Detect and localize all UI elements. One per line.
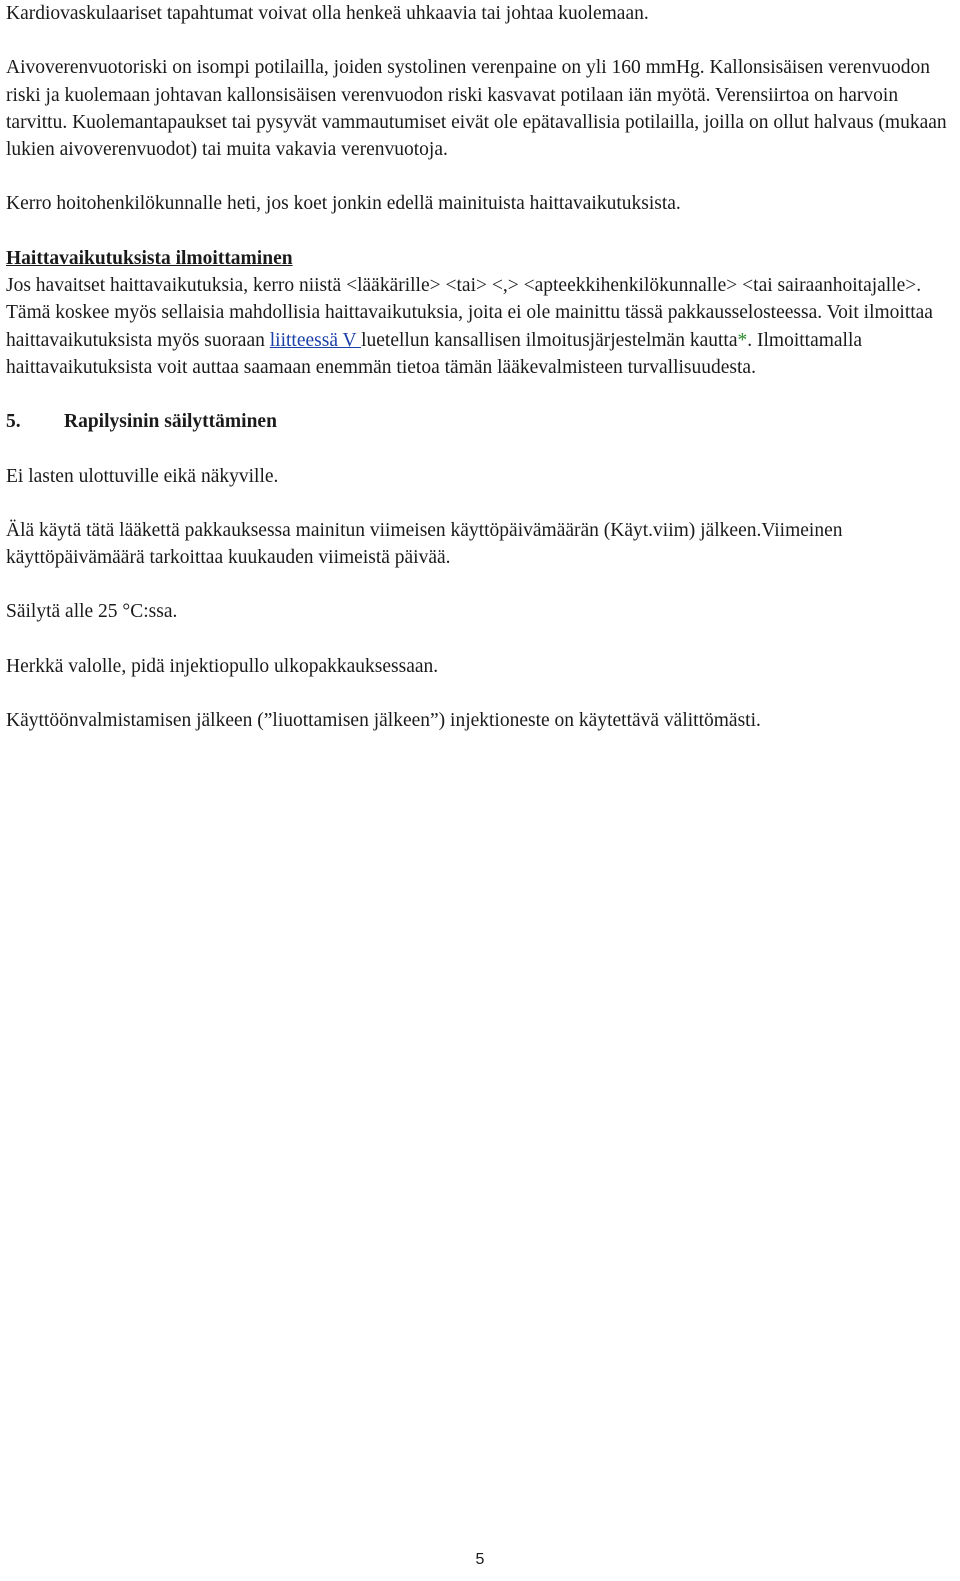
reporting-text-before-link: Jos havaitset haittavaikutuksia, kerro niistä <lääkärille> <tai> <,> <apteekkihenkilökunnalle> <tai sairaanhoitajalle>. Tämä koskee myös sellaisia mahdollisia haittavaikutuksia, joita ei ole mainittu tässä pakkausselosteessa. Voit ilmoittaa haittavaikutuksista myös suoraan xyxy=(6,275,933,351)
paragraph-tell-staff: Kerro hoitohenkilökunnalle heti, jos koet jonkin edellä mainituista haittavaikutuksista. xyxy=(6,193,681,215)
reporting-text-after-link: luetellun kansallisen ilmoitusjärjestelmän kautta xyxy=(361,329,738,351)
paragraph-bleeding-risk: Aivoverenvuotoriski on isompi potilailla, joiden systolinen verenpaine on yli 160 mmHg. Kallonsisäisen verenvuodon riski ja kuolemaan johtavan kallonsisäisen verenvuodon riski kasvavat potilaan iän myötä. Verensiirtoa on harvoin tarvittu. Kuolemantapaukset tai pysyvät vammautumiset eivät ole epätavallisia potilailla, joilla on ollut halvaus (mukaan lukien aivoverenvuodot) tai muita vakavia verenvuotoja. xyxy=(6,57,947,161)
reporting-asterisk: * xyxy=(737,329,748,351)
reporting-section xyxy=(6,245,956,381)
document-page xyxy=(6,0,956,734)
annex-v-link[interactable]: liitteessä V xyxy=(269,329,362,351)
reporting-paragraph xyxy=(6,272,956,381)
reporting-heading: Haittavaikutuksista ilmoittaminen xyxy=(6,247,293,269)
storage-item-after-reconstitution: Käyttöönvalmistamisen jälkeen (”liuottamisen jälkeen”) injektioneste on käytettävä välittömästi. xyxy=(6,710,761,732)
storage-item-children: Ei lasten ulottuville eikä näkyville. xyxy=(6,465,279,487)
section-5-heading xyxy=(6,408,956,435)
reporting-text-end: . Ilmoittamalla haittavaikutuksista voit auttaa saamaan enemmän tietoa tämän lääkevalmisteen turvallisuudesta. xyxy=(6,329,863,378)
section-number: 5. xyxy=(6,411,21,433)
section-title: Rapilysinin säilyttäminen xyxy=(64,411,277,433)
storage-item-temperature: Säilytä alle 25 °C:ssa. xyxy=(6,601,178,623)
storage-item-expiry: Älä käytä tätä lääkettä pakkauksessa mainitun viimeisen käyttöpäivämäärän (Käyt.viim) jälkeen.Viimeinen käyttöpäivämäärä tarkoittaa kuukauden viimeistä päivää. xyxy=(6,519,843,569)
page-number: 5 xyxy=(475,1551,485,1568)
storage-item-light: Herkkä valolle, pidä injektiopullo ulkopakkauksessaan. xyxy=(6,655,439,677)
paragraph-cardiovascular-events: Kardiovaskulaariset tapahtumat voivat olla henkeä uhkaavia tai johtaa kuolemaan. xyxy=(6,3,649,24)
